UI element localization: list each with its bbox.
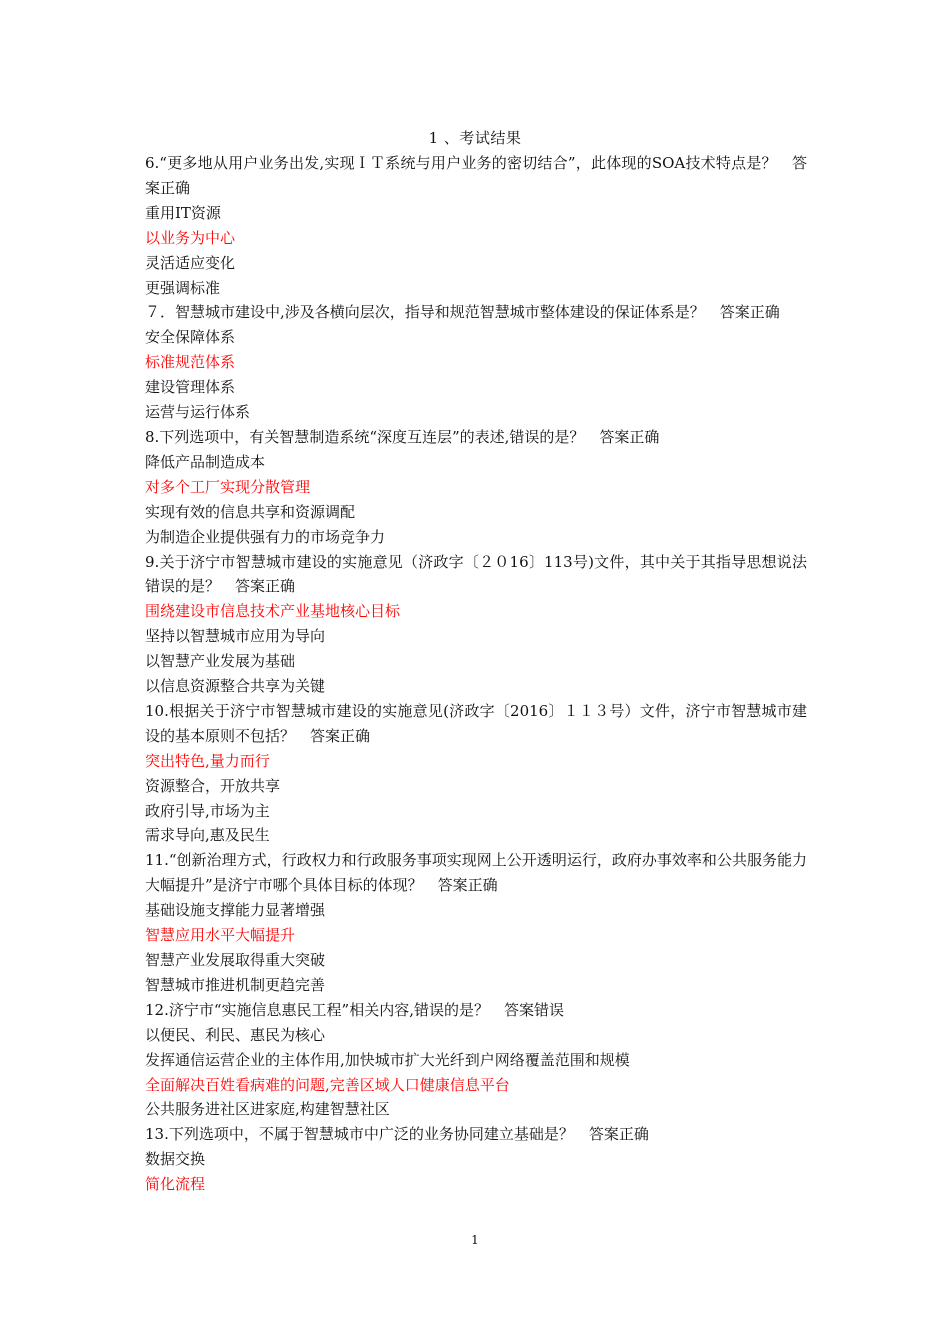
question-text: 13.下列选项中，不属于智慧城市中广泛的业务协同建立基础是？ 答案正确 <box>145 1125 649 1144</box>
question-text: 11.“创新治理方式，行政权力和行政服务事项实现网上公开透明运行，政府办事效率和公共服务能力大幅提升”是济宁市哪个具体目标的体现？ 答案正确 <box>145 851 807 895</box>
option: 智慧城市推进机制更趋完善 <box>145 975 326 994</box>
option: 坚持以智慧城市应用为导向 <box>145 627 326 646</box>
option: 更强调标准 <box>145 278 221 297</box>
question-text: 9.关于济宁市智慧城市建设的实施意见（济政字〔２０16〕113号)文件，其中关于其指导思想说法错误的是？ 答案正确 <box>145 552 807 596</box>
option: 数据交换 <box>145 1150 206 1169</box>
option: 运营与运行体系 <box>145 403 251 422</box>
option-correct: 以业务为中心 <box>145 228 236 247</box>
option: 公共服务进社区进家庭,构建智慧社区 <box>145 1100 390 1119</box>
option: 建设管理体系 <box>145 378 236 397</box>
option: 基础设施支撑能力显著增强 <box>145 901 326 920</box>
option-correct: 标准规范体系 <box>145 353 236 372</box>
question-text: 8.下列选项中，有关智慧制造系统“深度互连层”的表述,错误的是？ 答案正确 <box>145 427 660 446</box>
option: 发挥通信运营企业的主体作用,加快城市扩大光纤到户网络覆盖范围和规模 <box>145 1050 630 1069</box>
option-correct: 简化流程 <box>145 1175 206 1194</box>
option: 智慧产业发展取得重大突破 <box>145 951 326 969</box>
option-correct: 围绕建设市信息技术产业基地核心目标 <box>145 602 401 621</box>
question-block <box>145 699 807 848</box>
question-text: ７．智慧城市建设中,涉及各横向层次，指导和规范智慧城市整体建设的保证体系是？ 答案正确 <box>145 303 780 322</box>
question-text: 6.“更多地从用户业务出发,实现ＩＴ系统与用户业务的密切结合”，此体现的SOA技术特点是？ 答案正确 <box>145 154 807 197</box>
option: 政府引导,市场为主 <box>145 801 270 820</box>
option-correct: 对多个工厂实现分散管理 <box>145 477 311 496</box>
option: 以智慧产业发展为基础 <box>145 652 296 671</box>
page-title: 1 、考试结果 <box>428 129 522 147</box>
option-correct: 全面解决百姓看病难的问题,完善区域人口健康信息平台 <box>145 1075 510 1094</box>
option-correct: 智慧应用水平大幅提升 <box>145 926 296 945</box>
option: 灵活适应变化 <box>145 253 236 272</box>
option: 重用IT资源 <box>145 203 221 222</box>
option: 为制造企业提供强有力的市场竞争力 <box>145 527 386 546</box>
question-block <box>145 151 807 300</box>
question-block <box>145 998 807 1123</box>
question-text: 12.济宁市“实施信息惠民工程”相关内容,错误的是？ 答案错误 <box>145 1000 564 1019</box>
page-number: 1 <box>471 1233 479 1247</box>
option: 降低产品制造成本 <box>145 452 266 471</box>
option: 资源整合，开放共享 <box>145 776 281 795</box>
option: 以便民、利民、惠民为核心 <box>145 1025 326 1044</box>
question-list <box>145 151 807 1197</box>
option-correct: 突出特色,量力而行 <box>145 751 270 770</box>
question-text: 10.根据关于济宁市智慧城市建设的实施意见(济政字〔2016〕１１３号）文件，济宁市智慧城市建设的基本原则不包括？ 答案正确 <box>145 701 807 745</box>
question-block <box>145 1122 807 1197</box>
question-block <box>145 848 807 997</box>
option: 以信息资源整合共享为关键 <box>145 677 326 696</box>
question-block <box>145 550 807 699</box>
question-block <box>145 425 807 550</box>
option: 需求导向,惠及民生 <box>145 826 270 845</box>
option: 安全保障体系 <box>145 328 236 347</box>
question-block <box>145 300 807 425</box>
option: 实现有效的信息共享和资源调配 <box>145 502 356 521</box>
